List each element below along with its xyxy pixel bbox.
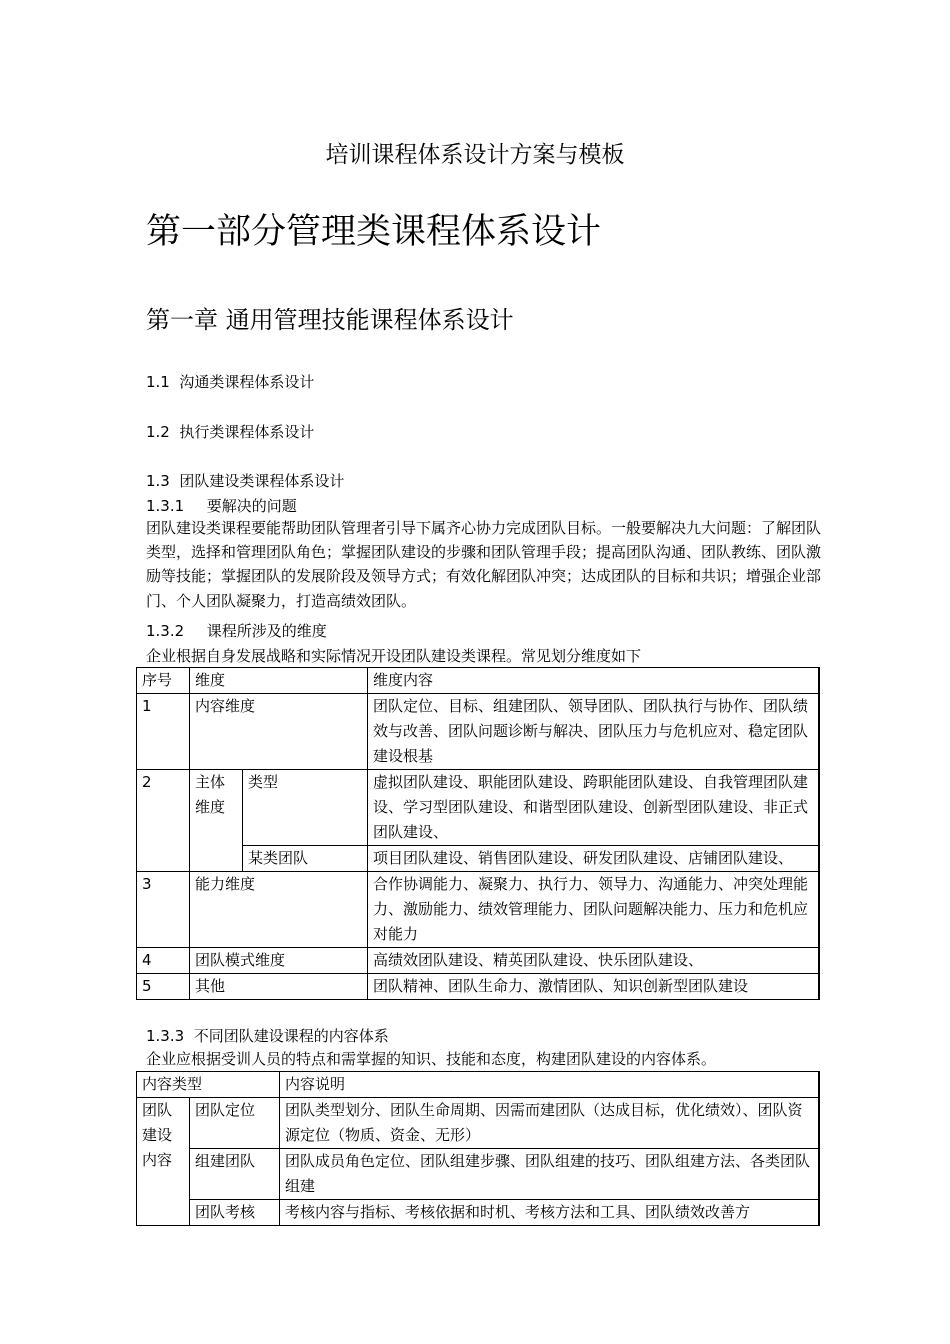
dimension-cell: 团队模式维度 xyxy=(190,948,368,974)
section-number: 1.2 xyxy=(146,423,170,441)
type-cell: 团队考核 xyxy=(190,1200,280,1226)
section-number: 1.3.3 xyxy=(146,1027,185,1045)
content-cell: 团队精神、团队生命力、激情团队、知识创新型团队建设 xyxy=(368,974,819,1000)
problems-paragraph: 团队建设类课程要能帮助团队管理者引导下属齐心协力完成团队目标。一般要解决九大问题：了解团队类型，选择和管理团队角色；掌握团队建设的步骤和团队管理手段；提高团队沟通、团队教练、团队激励等技能；掌握团队的发展阶段及领导方式；有效化解团队冲突；达成团队的目标和共识；增强企业部门、个人团队凝聚力，打造高绩效团队。 xyxy=(146,519,822,610)
section-1-1-heading xyxy=(146,371,314,392)
table-row xyxy=(137,770,819,846)
group-cell xyxy=(137,1098,190,1226)
part-title: 第一部分管理类课程体系设计 xyxy=(146,212,602,252)
content-cell: 合作协调能力、凝聚力、执行力、领导力、沟通能力、冲突处理能力、激励能力、绩效管理能力、团队问题解决能力、压力和危机应对能力 xyxy=(368,872,819,948)
section-1-3-1-heading xyxy=(146,495,297,516)
section-title: 团队建设类课程体系设计 xyxy=(179,472,345,490)
section-1-2-heading xyxy=(146,421,314,442)
dimension-cell xyxy=(190,770,243,872)
section-1-3-heading xyxy=(146,470,344,491)
content-cell: 团队定位、目标、组建团队、领导团队、团队执行与协作、团队绩效与改善、团队问题诊断与解决、团队压力与危机应对、稳定团队建设根基 xyxy=(368,694,819,770)
table-row xyxy=(137,1098,819,1149)
table-header-row xyxy=(137,668,819,694)
header-cell: 内容说明 xyxy=(280,1072,819,1098)
document-title: 培训课程体系设计方案与模板 xyxy=(325,142,625,168)
dimensions-intro: 企业根据自身发展战略和实际情况开设团队建设类课程。常见划分维度如下 xyxy=(146,647,642,665)
table-row xyxy=(137,872,819,948)
dimensions-table xyxy=(136,667,820,1000)
table-row xyxy=(137,1200,819,1226)
dimension-cell: 其他 xyxy=(190,974,368,1000)
desc-cell: 团队类型划分、团队生命周期、因需而建团队（达成目标，优化绩效）、团队资源定位（物质、资金、无形） xyxy=(280,1098,819,1149)
subdimension-cell: 类型 xyxy=(243,770,368,846)
row-number: 2 xyxy=(137,770,190,872)
content-cell: 项目团队建设、销售团队建设、研发团队建设、店铺团队建设、 xyxy=(368,846,819,872)
type-cell: 团队定位 xyxy=(190,1098,280,1149)
table-row xyxy=(137,1149,819,1200)
chapter-title: 第一章 通用管理技能课程体系设计 xyxy=(146,306,514,334)
section-number: 1.1 xyxy=(146,373,170,391)
subdimension-cell: 某类团队 xyxy=(243,846,368,872)
content-intro: 企业应根据受训人员的特点和需掌握的知识、技能和态度，构建团队建设的内容体系。 xyxy=(146,1050,717,1068)
section-title: 课程所涉及的维度 xyxy=(206,622,327,640)
section-title: 不同团队建设课程的内容体系 xyxy=(193,1027,389,1045)
header-cell: 序号 xyxy=(137,668,190,694)
row-number: 5 xyxy=(137,974,190,1000)
row-number: 4 xyxy=(137,948,190,974)
content-cell: 虚拟团队建设、职能团队建设、跨职能团队建设、自我管理团队建设、学习型团队建设、和谐型团队建设、创新型团队建设、非正式团队建设、 xyxy=(368,770,819,846)
section-title: 执行类课程体系设计 xyxy=(179,423,315,441)
dimension-cell: 内容维度 xyxy=(190,694,368,770)
row-number: 3 xyxy=(137,872,190,948)
section-1-3-3-heading xyxy=(146,1025,389,1046)
header-cell: 内容类型 xyxy=(137,1072,280,1098)
table-row xyxy=(137,948,819,974)
table-row xyxy=(137,974,819,1000)
section-number: 1.3.1 xyxy=(146,497,185,515)
section-1-3-2-heading xyxy=(146,620,327,641)
table-header-row xyxy=(137,1072,819,1098)
group-label: 团队建设内容 xyxy=(142,1101,173,1169)
dimension-cell: 能力维度 xyxy=(190,872,368,948)
row-number: 1 xyxy=(137,694,190,770)
type-cell: 组建团队 xyxy=(190,1149,280,1200)
section-title: 沟通类课程体系设计 xyxy=(179,373,315,391)
content-cell: 高绩效团队建设、精英团队建设、快乐团队建设、 xyxy=(368,948,819,974)
dimension-label: 主体维度 xyxy=(195,773,226,816)
desc-cell: 团队成员角色定位、团队组建步骤、团队组建的技巧、团队组建方法、各类团队组建 xyxy=(280,1149,819,1200)
section-number: 1.3.2 xyxy=(146,622,185,640)
content-table xyxy=(136,1071,820,1226)
header-cell: 维度 xyxy=(190,668,368,694)
desc-cell: 考核内容与指标、考核依据和时机、考核方法和工具、团队绩效改善方 xyxy=(280,1200,819,1226)
section-number: 1.3 xyxy=(146,472,170,490)
table-row xyxy=(137,694,819,770)
section-title: 要解决的问题 xyxy=(206,497,297,515)
header-cell: 维度内容 xyxy=(368,668,819,694)
